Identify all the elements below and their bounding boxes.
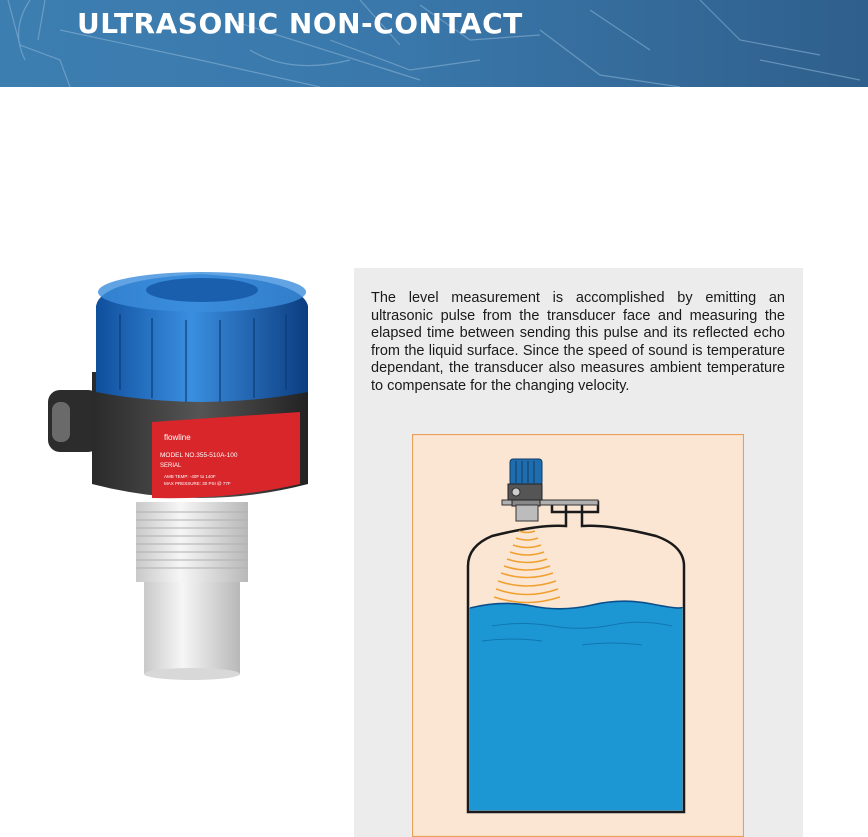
header-banner — [0, 0, 868, 87]
tank-level-diagram — [412, 434, 744, 837]
liquid — [470, 601, 683, 810]
description-text: The level measurement is accomplished by emitting an ultrasonic pulse from the transducer face and measuring the elapsed time between sending this pulse and its reflected echo from the liquid surface. Since the speed of sound is temperature dependant, the transducer also measures ambient temperature to compensate for the changing velocity. — [371, 290, 785, 394]
ultrasonic-transmitter-image — [30, 262, 330, 692]
page-title: ULTRASONIC NON-CONTACT — [77, 7, 523, 40]
transducer-cap — [510, 459, 542, 485]
description-panel — [354, 268, 803, 837]
svg-text:MODEL NO.355-510A-100: MODEL NO.355-510A-100 — [160, 452, 238, 459]
svg-text:SERIAL: SERIAL — [160, 463, 182, 469]
svg-text:AMB TEMP: -40F to 140F: AMB TEMP: -40F to 140F — [164, 474, 216, 479]
svg-text:flowline: flowline — [164, 433, 191, 442]
svg-text:MAX PRESSURE: 30 PSI @ 77F: MAX PRESSURE: 30 PSI @ 77F — [164, 481, 231, 486]
